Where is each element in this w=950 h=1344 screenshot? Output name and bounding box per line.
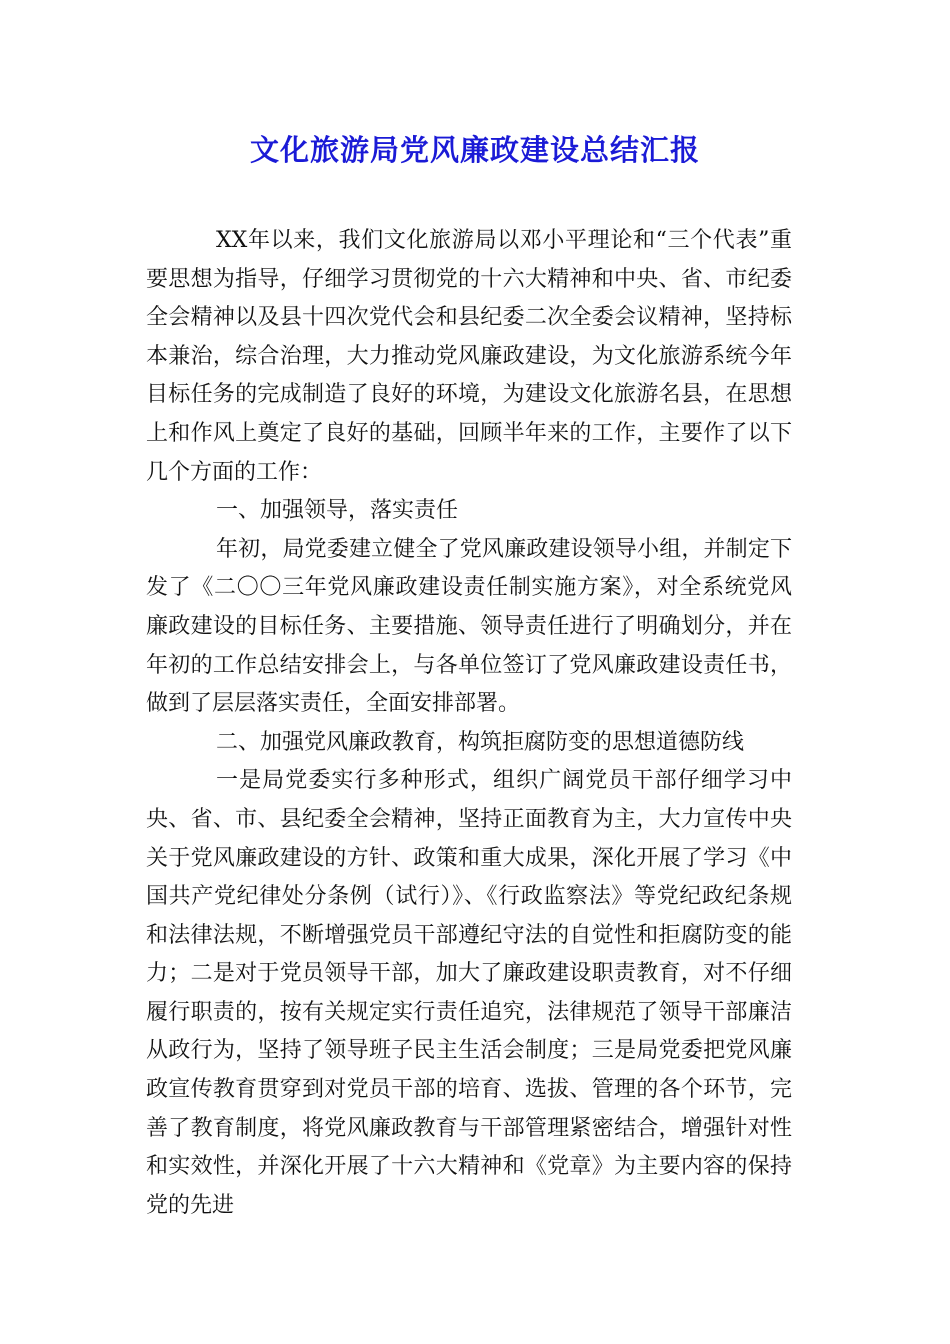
section-heading-2: 二、加强党风廉政教育，构筑拒腐防变的思想道德防线 [216,729,745,755]
document-body [146,222,792,1225]
document-title: 文化旅游局党风廉政建设总结汇报 [249,133,700,167]
paragraph-intro: XX年以来，我们文化旅游局以邓小平理论和“三个代表”重要思想为指导，仔细学习贯彻党的十六大精神和中央、省、市纪委全会精神以及县十四次党代会和县纪委二次全委会议精神，坚持标本兼治，综合治理，大力推动党风廉政建设，为文化旅游系统今年目标任务的完成制造了良好的环境，为建设文化旅游名县，在思想上和作风上奠定了良好的基础，回顾半年来的工作，主要作了以下几个方面的工作： [146,228,792,485]
section-heading-1: 一、加强领导，落实责任 [216,498,459,524]
paragraph-section-2: 一是局党委实行多种形式，组织广阔党员干部仔细学习中央、省、市、县纪委全会精神，坚持正面教育为主，大力宣传中央关于党风廉政建设的方针、政策和重大成果，深化开展了学习《中国共产党纪律处分条例（试行）》、《行政监察法》等党纪政纪条规和法律法规，不断增强党员干部遵纪守法的自觉性和拒腐防变的能力；二是对于党员领导干部，加大了廉政建设职责教育，对不仔细履行职责的，按有关规定实行责任追究，法律规范了领导干部廉洁从政行为，坚持了领导班子民主生活会制度；三是局党委把党风廉政宣传教育贯穿到对党员干部的培育、选拔、管理的各个环节，完善了教育制度，将党风廉政教育与干部管理紧密结合，增强针对性和实效性，并深化开展了十六大精神和《党章》为主要内容的保持党的先进 [146,768,792,1218]
paragraph-section-1: 年初，局党委建立健全了党风廉政建设领导小组，并制定下发了《二〇〇三年党风廉政建设责任制实施方案》，对全系统党风廉政建设的目标任务、主要措施、领导责任进行了明确划分，并在年初的工作总结安排会上，与各单位签订了党风廉政建设责任书，做到了层层落实责任，全面安排部署。 [146,536,792,717]
